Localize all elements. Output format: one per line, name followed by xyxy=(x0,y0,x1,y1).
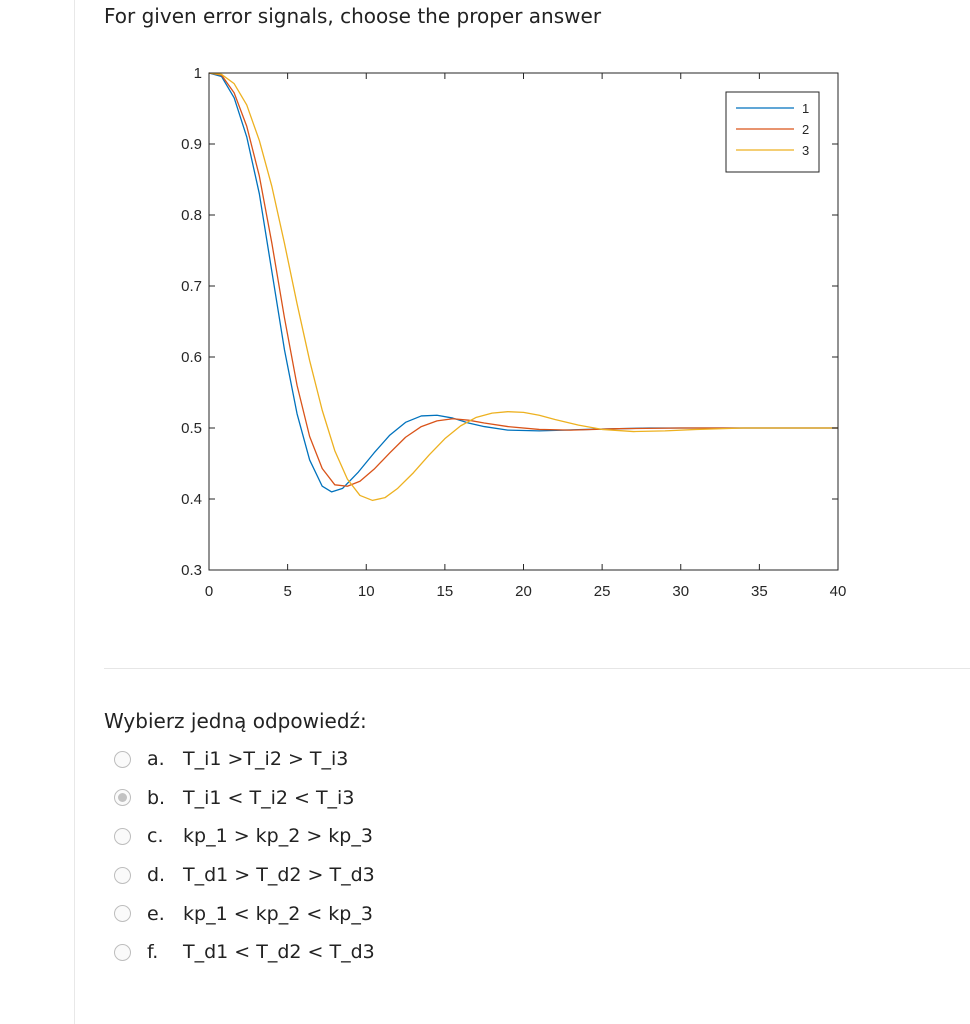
x-tick-label: 20 xyxy=(515,583,532,600)
question-text: For given error signals, choose the proper answer xyxy=(104,4,602,28)
answer-label: kp_1 > kp_2 > kp_3 xyxy=(183,825,373,848)
answer-list xyxy=(114,740,375,972)
x-tick-label: 25 xyxy=(593,583,611,600)
answer-label: T_i1 < T_i2 < T_i3 xyxy=(183,786,355,809)
answer-letter: b. xyxy=(147,786,166,809)
legend-label-1: 1 xyxy=(802,101,810,116)
answer-letter: d. xyxy=(147,864,166,887)
answer-option-b[interactable] xyxy=(114,779,375,818)
answer-option-e[interactable] xyxy=(114,894,375,933)
section-divider xyxy=(104,668,970,669)
answer-label: kp_1 < kp_2 < kp_3 xyxy=(183,902,373,925)
content-left-border xyxy=(74,0,75,1024)
answer-option-f[interactable] xyxy=(114,933,375,972)
radio-button-b[interactable] xyxy=(114,789,131,806)
y-tick-label: 0.3 xyxy=(181,562,202,579)
y-tick-label: 0.6 xyxy=(181,349,202,366)
error-signals-chart xyxy=(160,60,860,624)
y-tick-label: 0.5 xyxy=(181,420,202,437)
answer-letter: c. xyxy=(147,825,164,848)
answer-label: T_d1 < T_d2 < T_d3 xyxy=(183,941,375,964)
radio-button-a[interactable] xyxy=(114,751,131,768)
radio-button-e[interactable] xyxy=(114,905,131,922)
x-tick-label: 30 xyxy=(672,583,690,600)
y-tick-label: 0.8 xyxy=(181,207,202,224)
legend-label-2: 2 xyxy=(802,122,810,137)
y-tick-label: 0.7 xyxy=(181,278,202,295)
legend-label-3: 3 xyxy=(802,143,810,158)
y-tick-label: 0.9 xyxy=(181,136,202,153)
x-tick-label: 15 xyxy=(436,583,454,600)
x-tick-label: 0 xyxy=(204,583,214,600)
y-tick-label: 1 xyxy=(193,65,202,82)
x-tick-label: 5 xyxy=(283,583,292,600)
line-chart xyxy=(160,60,860,620)
answer-letter: a. xyxy=(147,748,165,771)
answer-option-a[interactable] xyxy=(114,740,375,779)
x-tick-label: 35 xyxy=(751,583,768,600)
radio-button-d[interactable] xyxy=(114,867,131,884)
answer-letter: f. xyxy=(147,941,159,964)
radio-button-f[interactable] xyxy=(114,944,131,961)
y-tick-label: 0.4 xyxy=(181,491,202,508)
answer-letter: e. xyxy=(147,902,165,925)
answer-option-c[interactable] xyxy=(114,817,375,856)
x-tick-label: 40 xyxy=(829,583,847,600)
radio-button-c[interactable] xyxy=(114,828,131,845)
answer-prompt: Wybierz jedną odpowiedź: xyxy=(104,709,367,733)
x-tick-label: 10 xyxy=(357,583,375,600)
answer-option-d[interactable] xyxy=(114,856,375,895)
answer-label: T_d1 > T_d2 > T_d3 xyxy=(183,864,375,887)
answer-label: T_i1 >T_i2 > T_i3 xyxy=(183,748,349,771)
